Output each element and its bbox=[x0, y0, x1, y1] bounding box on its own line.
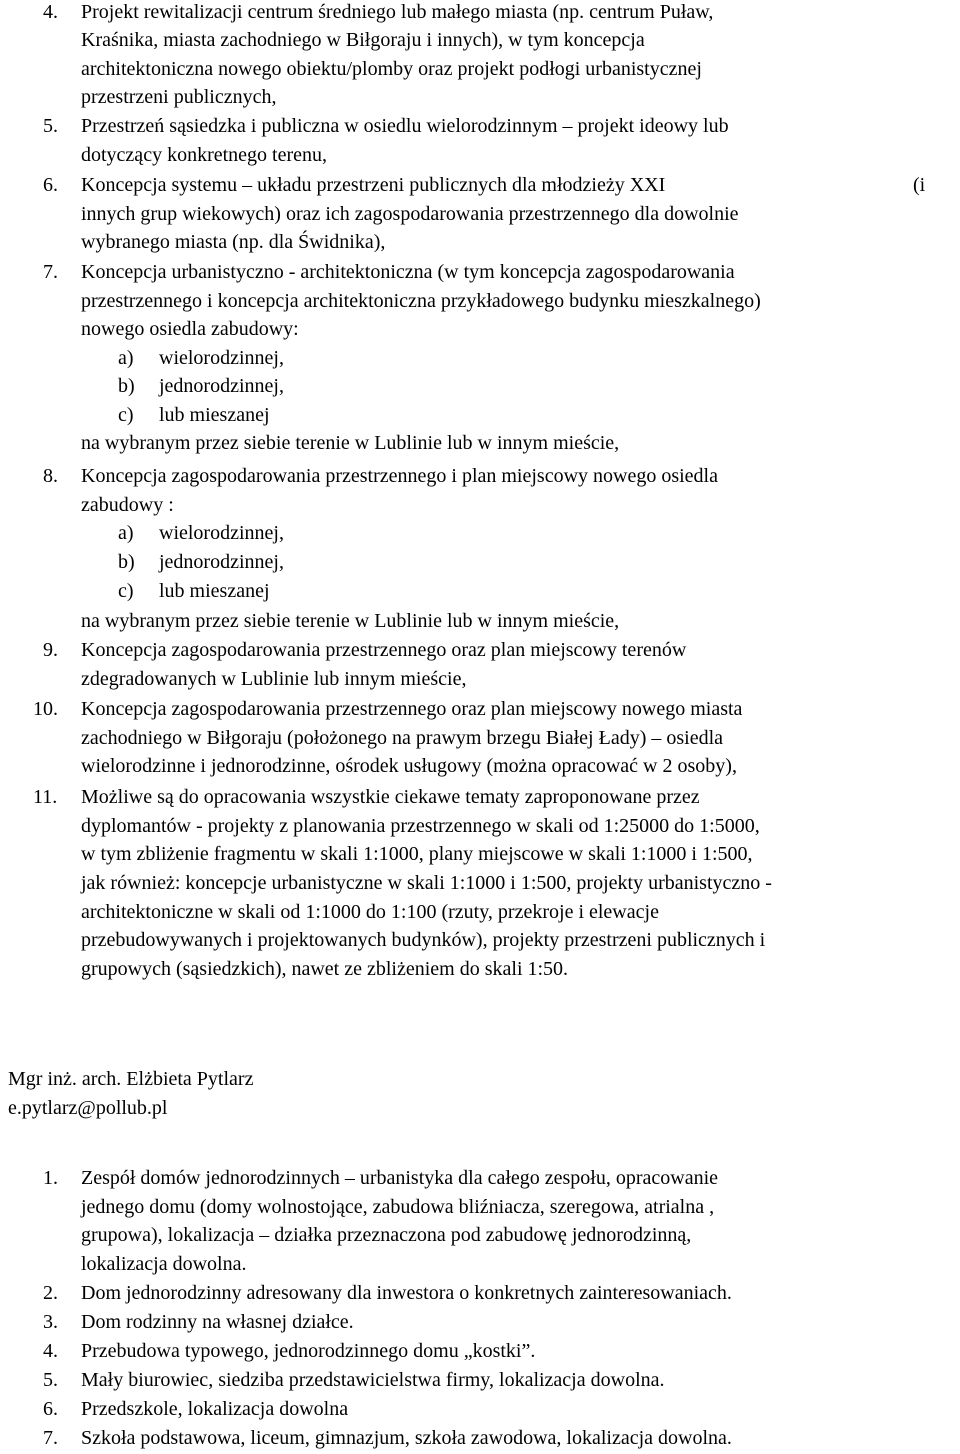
item-text-line: Zespół domów jednorodzinnych – urbanistyka dla całego zespołu, opracowanie bbox=[81, 1167, 719, 1189]
item-text-line: zabudowy : bbox=[81, 494, 174, 516]
item-number: 5. bbox=[43, 1369, 58, 1391]
item-number: 4. bbox=[43, 1, 58, 23]
item-text-line: jednego domu (domy wolnostojące, zabudowa bliźniacza, szeregowa, atrialna , bbox=[81, 1196, 715, 1218]
subitem-text: lub mieszanej bbox=[159, 404, 270, 426]
item-text-line: grupowa), lokalizacja – działka przeznaczona pod zabudowę jednorodzinną, bbox=[81, 1224, 692, 1246]
item-text-line: Przedszkole, lokalizacja dowolna bbox=[81, 1398, 349, 1420]
subitem-text: wielorodzinnej, bbox=[159, 347, 284, 369]
item-number: 8. bbox=[43, 465, 58, 487]
item-text-line: Kraśnika, miasta zachodniego w Biłgoraju i innych), w tym koncepcja bbox=[81, 29, 645, 51]
item-text-line: wielorodzinne i jednorodzinne, ośrodek usługowy (można opracować w 2 osoby), bbox=[81, 755, 737, 777]
item-text-line: architektoniczna nowego obiektu/plomby oraz projekt podłogi urbanistycznej bbox=[81, 58, 702, 80]
subitem-text: wielorodzinnej, bbox=[159, 522, 284, 544]
item-number: 7. bbox=[43, 261, 58, 283]
item-text-line: zachodniego w Biłgoraju (położonego na prawym brzegu Białej Łady) – osiedla bbox=[81, 727, 724, 749]
subitem-text: jednorodzinnej, bbox=[159, 551, 284, 573]
item-text-line: przebudowywanych i projektowanych budynków), projekty przestrzeni publicznych i bbox=[81, 929, 766, 951]
item-number: 5. bbox=[43, 115, 58, 137]
item-number: 6. bbox=[43, 1398, 58, 1420]
item-text-tail: (i bbox=[913, 174, 926, 196]
item-number: 2. bbox=[43, 1282, 58, 1304]
item-text-line: przestrzeni publicznych, bbox=[81, 86, 277, 108]
item-text-line: w tym zbliżenie fragmentu w skali 1:1000, plany miejscowe w skali 1:1000 i 1:500, bbox=[81, 843, 753, 865]
item-closing-line: na wybranym przez siebie terenie w Lublinie lub w innym mieście, bbox=[81, 610, 620, 632]
author-email[interactable]: e.pytlarz@pollub.pl bbox=[8, 1097, 168, 1119]
item-text-line: lokalizacja dowolna. bbox=[81, 1253, 247, 1275]
item-text-line: Mały biurowiec, siedziba przedstawicielstwa firmy, lokalizacja dowolna. bbox=[81, 1369, 665, 1391]
subitem-text: jednorodzinnej, bbox=[159, 375, 284, 397]
subitem-letter: b) bbox=[118, 375, 135, 397]
item-text-line: Dom rodzinny na własnej działce. bbox=[81, 1311, 354, 1333]
subitem-letter: a) bbox=[118, 522, 134, 544]
item-text-line: nowego osiedla zabudowy: bbox=[81, 318, 299, 340]
subitem-letter: b) bbox=[118, 551, 135, 573]
item-text-line: Koncepcja urbanistyczno - architektoniczna (w tym koncepcja zagospodarowania bbox=[81, 261, 735, 283]
item-text-line: architektoniczne w skali od 1:1000 do 1:100 (rzuty, przekroje i elewacje bbox=[81, 901, 659, 923]
item-text-line: innych grup wiekowych) oraz ich zagospodarowania przestrzennego dla dowolnie bbox=[81, 203, 739, 225]
item-text-line: przestrzennego i koncepcja architektoniczna przykładowego budynku mieszkalnego) bbox=[81, 290, 761, 312]
item-text-line: grupowych (sąsiedzkich), nawet ze zbliżeniem do skali 1:50. bbox=[81, 958, 569, 980]
item-text-line: dyplomantów - projekty z planowania przestrzennego w skali od 1:25000 do 1:5000, bbox=[81, 815, 760, 837]
item-text-line: wybranego miasta (np. dla Świdnika), bbox=[81, 231, 386, 253]
item-text-line: Szkoła podstawowa, liceum, gimnazjum, szkoła zawodowa, lokalizacja dowolna. bbox=[81, 1427, 732, 1449]
item-text-line: Koncepcja zagospodarowania przestrzennego oraz plan miejscowy terenów bbox=[81, 639, 687, 661]
item-number: 4. bbox=[43, 1340, 58, 1362]
item-text-line: dotyczący konkretnego terenu, bbox=[81, 144, 328, 166]
item-text-line: zdegradowanych w Lublinie lub innym mieście, bbox=[81, 668, 467, 690]
item-text-line: Przebudowa typowego, jednorodzinnego domu „kostki”. bbox=[81, 1340, 536, 1362]
subitem-letter: c) bbox=[118, 404, 134, 426]
item-number: 11. bbox=[33, 786, 58, 808]
item-text-line: Koncepcja zagospodarowania przestrzennego oraz plan miejscowy nowego miasta bbox=[81, 698, 743, 720]
item-text-line: Możliwe są do opracowania wszystkie ciekawe tematy zaproponowane przez bbox=[81, 786, 700, 808]
item-text-line: jak również: koncepcje urbanistyczne w skali 1:1000 i 1:500, projekty urbanistyczno - bbox=[81, 872, 772, 894]
item-number: 3. bbox=[43, 1311, 58, 1333]
item-number: 7. bbox=[43, 1427, 58, 1449]
subitem-letter: c) bbox=[118, 580, 134, 602]
item-text-line: Projekt rewitalizacji centrum średniego lub małego miasta (np. centrum Puław, bbox=[81, 1, 714, 23]
item-number: 1. bbox=[43, 1167, 58, 1189]
item-text-line: Dom jednorodzinny adresowany dla inwestora o konkretnych zainteresowaniach. bbox=[81, 1282, 732, 1304]
subitem-text: lub mieszanej bbox=[159, 580, 270, 602]
item-text-line: Przestrzeń sąsiedzka i publiczna w osiedlu wielorodzinnym – projekt ideowy lub bbox=[81, 115, 729, 137]
item-closing-line: na wybranym przez siebie terenie w Lublinie lub w innym mieście, bbox=[81, 432, 620, 454]
item-number: 10. bbox=[33, 698, 58, 720]
item-number: 9. bbox=[43, 639, 58, 661]
author-name: Mgr inż. arch. Elżbieta Pytlarz bbox=[8, 1068, 254, 1090]
item-text-line: Koncepcja systemu – układu przestrzeni publicznych dla młodzieży XXI bbox=[81, 174, 666, 196]
item-text-line: Koncepcja zagospodarowania przestrzennego i plan miejscowy nowego osiedla bbox=[81, 465, 718, 487]
subitem-letter: a) bbox=[118, 347, 134, 369]
item-number: 6. bbox=[43, 174, 58, 196]
